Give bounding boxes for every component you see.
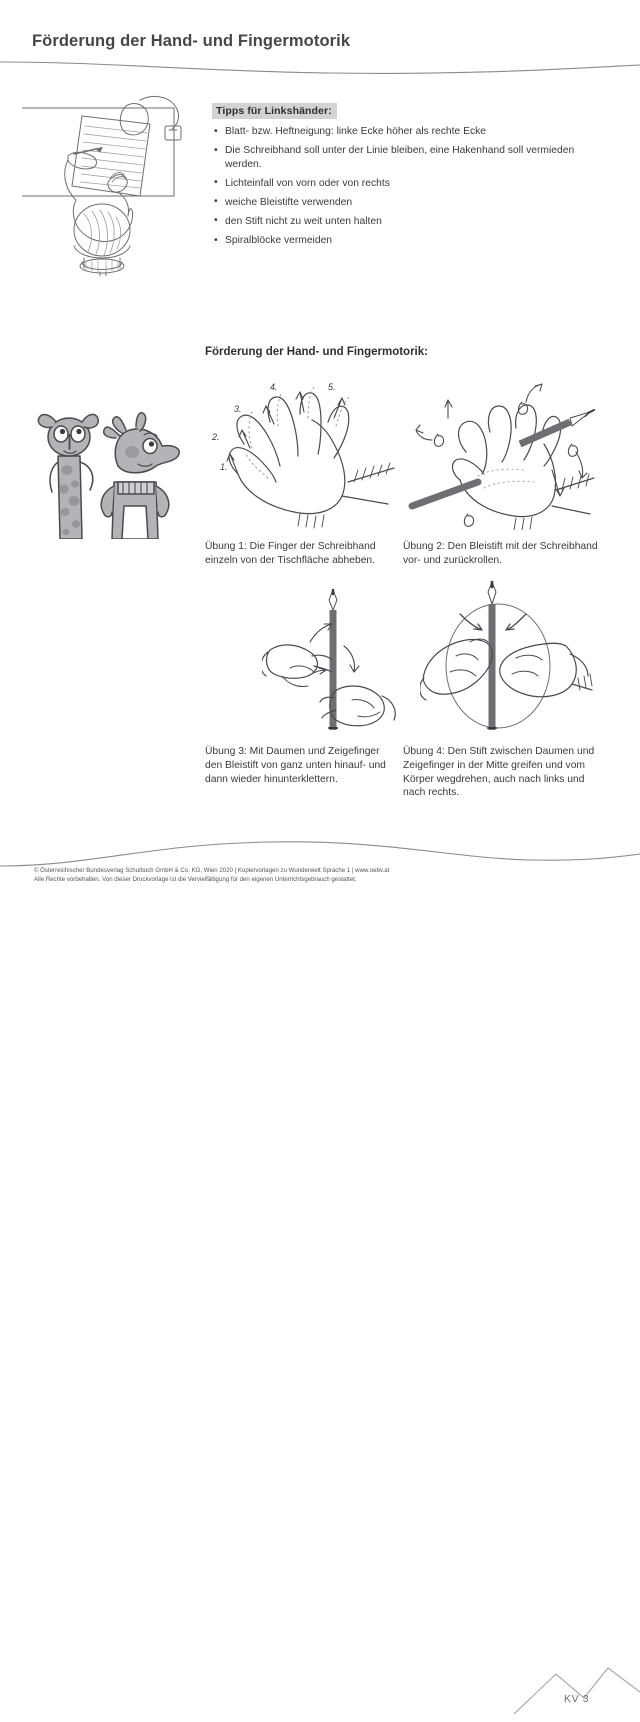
kv-badge-label: KV 3 <box>564 1693 590 1705</box>
tips-list <box>212 125 592 248</box>
finger-number-4: 4. <box>270 382 278 392</box>
exercise-4-caption: Übung 4: Den Stift zwischen Daumen und Zeigefinger in der Mitte greifen und vom Körper wegdrehen, auch nach links und nach rechts. <box>403 746 595 799</box>
exercise-2-caption: Übung 2: Den Bleistift mit der Schreibhand vor- und zurückrollen. <box>403 541 598 566</box>
footer-line-1: © Österreichischer Bundesverlag Schulbuch GmbH & Co. KG, Wien 2020 | Kopiervorlagen zu Wunderwelt Sprache 1 | www.oebv.at <box>34 867 390 874</box>
exercise-3-caption: Übung 3: Mit Daumen und Zeigefinger den Bleistift von ganz unten hinauf- und dann wieder hinunterklettern. <box>205 746 386 785</box>
kv-badge-shape <box>508 1652 640 1722</box>
tips-item: • Die Schreibhand soll unter der Linie bleiben, eine Hakenhand soll vermieden werden. <box>212 144 592 171</box>
tips-item: • den Stift nicht zu weit unten halten <box>212 215 592 229</box>
exercise-1-caption: Übung 1: Die Finger der Schreibhand einzeln von der Tischfläche abheben. <box>205 541 376 566</box>
page-title: Förderung der Hand- und Fingermotorik <box>32 32 351 50</box>
finger-number-1: 1. <box>220 462 228 472</box>
kv-badge-container <box>508 826 640 1705</box>
wave-divider-top <box>0 58 640 84</box>
finger-number-2: 2. <box>212 432 220 442</box>
desk-scene-illustration <box>22 86 208 276</box>
tips-item: • Blatt- bzw. Heftneigung: linke Ecke höher als rechte Ecke <box>212 125 592 139</box>
tips-item: • Spiralblöcke vermeiden <box>212 234 592 248</box>
tips-item: • weiche Bleistifte verwenden <box>212 196 592 210</box>
exercise-4-figure <box>420 580 606 738</box>
finger-number-5: 5. <box>328 382 336 392</box>
section-heading: Förderung der Hand- und Fingermotorik: <box>205 346 428 358</box>
tips-item: • Lichteinfall von vorn oder von rechts <box>212 177 592 191</box>
exercise-2-figure <box>404 378 604 530</box>
footer-copyright <box>34 866 484 884</box>
finger-number-3: 3. <box>234 404 242 414</box>
tips-heading: Tipps für Linkshänder: <box>212 103 337 119</box>
tips-block <box>212 101 592 253</box>
mascot-characters-illustration <box>26 404 196 539</box>
exercise-3-figure <box>262 580 408 738</box>
exercise-1-figure <box>208 378 404 530</box>
footer-line-2: Alle Rechte vorbehalten. Von dieser Druckvorlage ist die Vervielfältigung für den eigenen Unterrichtsgebrauch gestattet. <box>34 876 357 884</box>
